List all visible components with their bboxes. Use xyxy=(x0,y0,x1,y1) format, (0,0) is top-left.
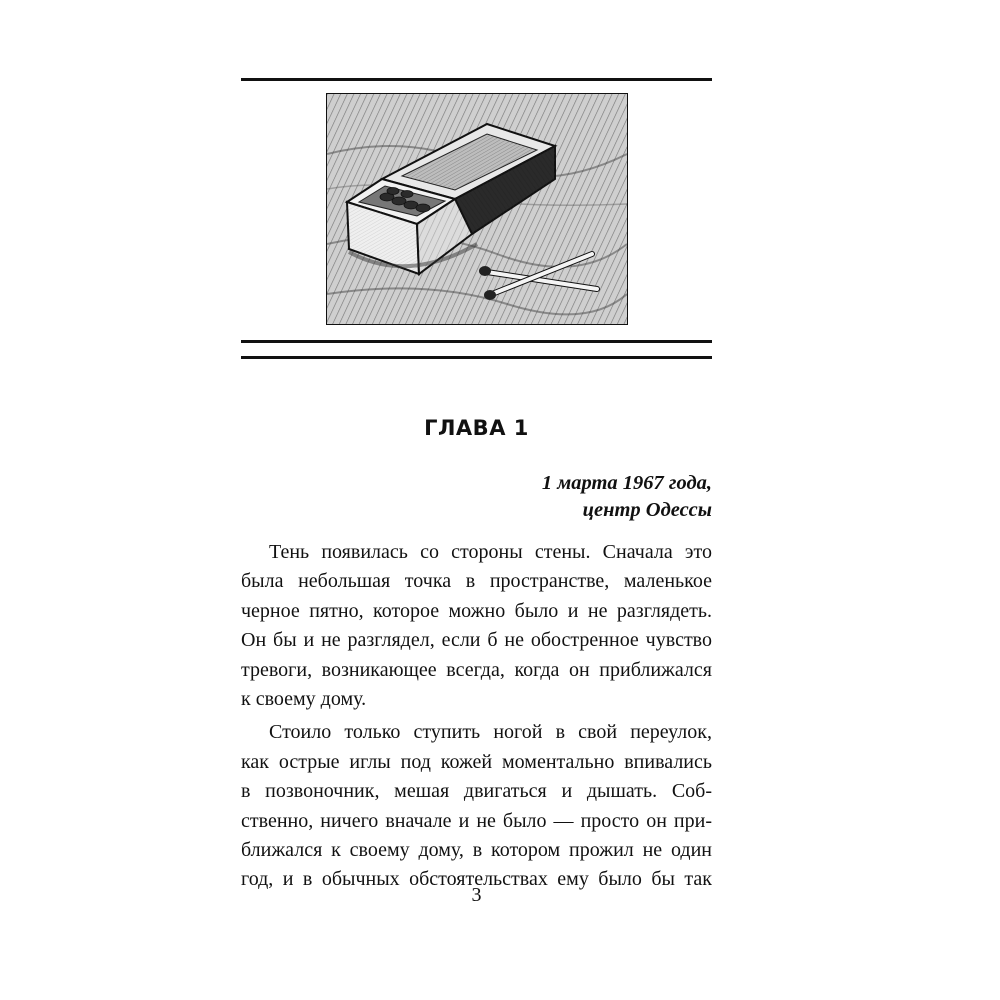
paragraph-1 xyxy=(241,538,712,714)
text-line: в позвоночник, мешая двигаться и дышать. Соб- xyxy=(241,780,712,803)
matchbox-illustration xyxy=(326,93,628,325)
text-line: ближался к своему дому, в котором прожил не один xyxy=(241,839,712,862)
page-number: 3 xyxy=(471,884,482,906)
text-line: тревоги, возникающее всегда, когда он приближался xyxy=(241,658,712,681)
text-line: Стоило только ступить ногой в свой переулок, xyxy=(269,721,712,744)
text-line: год, и в обычных обстоятельствах ему было бы так xyxy=(241,868,712,891)
text-line: ственно, ничего вначале и не было — просто он при- xyxy=(241,809,712,832)
middle-rule-upper xyxy=(241,340,712,343)
text-line: Тень появилась со стороны стены. Сначала это xyxy=(269,541,712,563)
text-line: к своему дому. xyxy=(241,688,367,711)
paragraph-2 xyxy=(241,718,712,894)
middle-rule-lower xyxy=(241,356,712,359)
dateline-date: 1 марта 1967 года, xyxy=(541,472,712,494)
text-line: Он бы и не разглядел, если б не обостренное чувство xyxy=(241,629,712,652)
text-line: как острые иглы под кожей моментально впивались xyxy=(241,750,712,773)
body-text xyxy=(241,538,712,895)
dateline xyxy=(542,470,712,524)
top-rule xyxy=(241,78,712,81)
text-line: черное пятно, которое можно было и не разглядеть. xyxy=(241,599,712,622)
chapter-title: ГЛАВА 1 xyxy=(424,416,529,440)
text-line: была небольшая точка в пространстве, маленькое xyxy=(241,570,712,593)
dateline-place: центр Одессы xyxy=(582,499,712,521)
